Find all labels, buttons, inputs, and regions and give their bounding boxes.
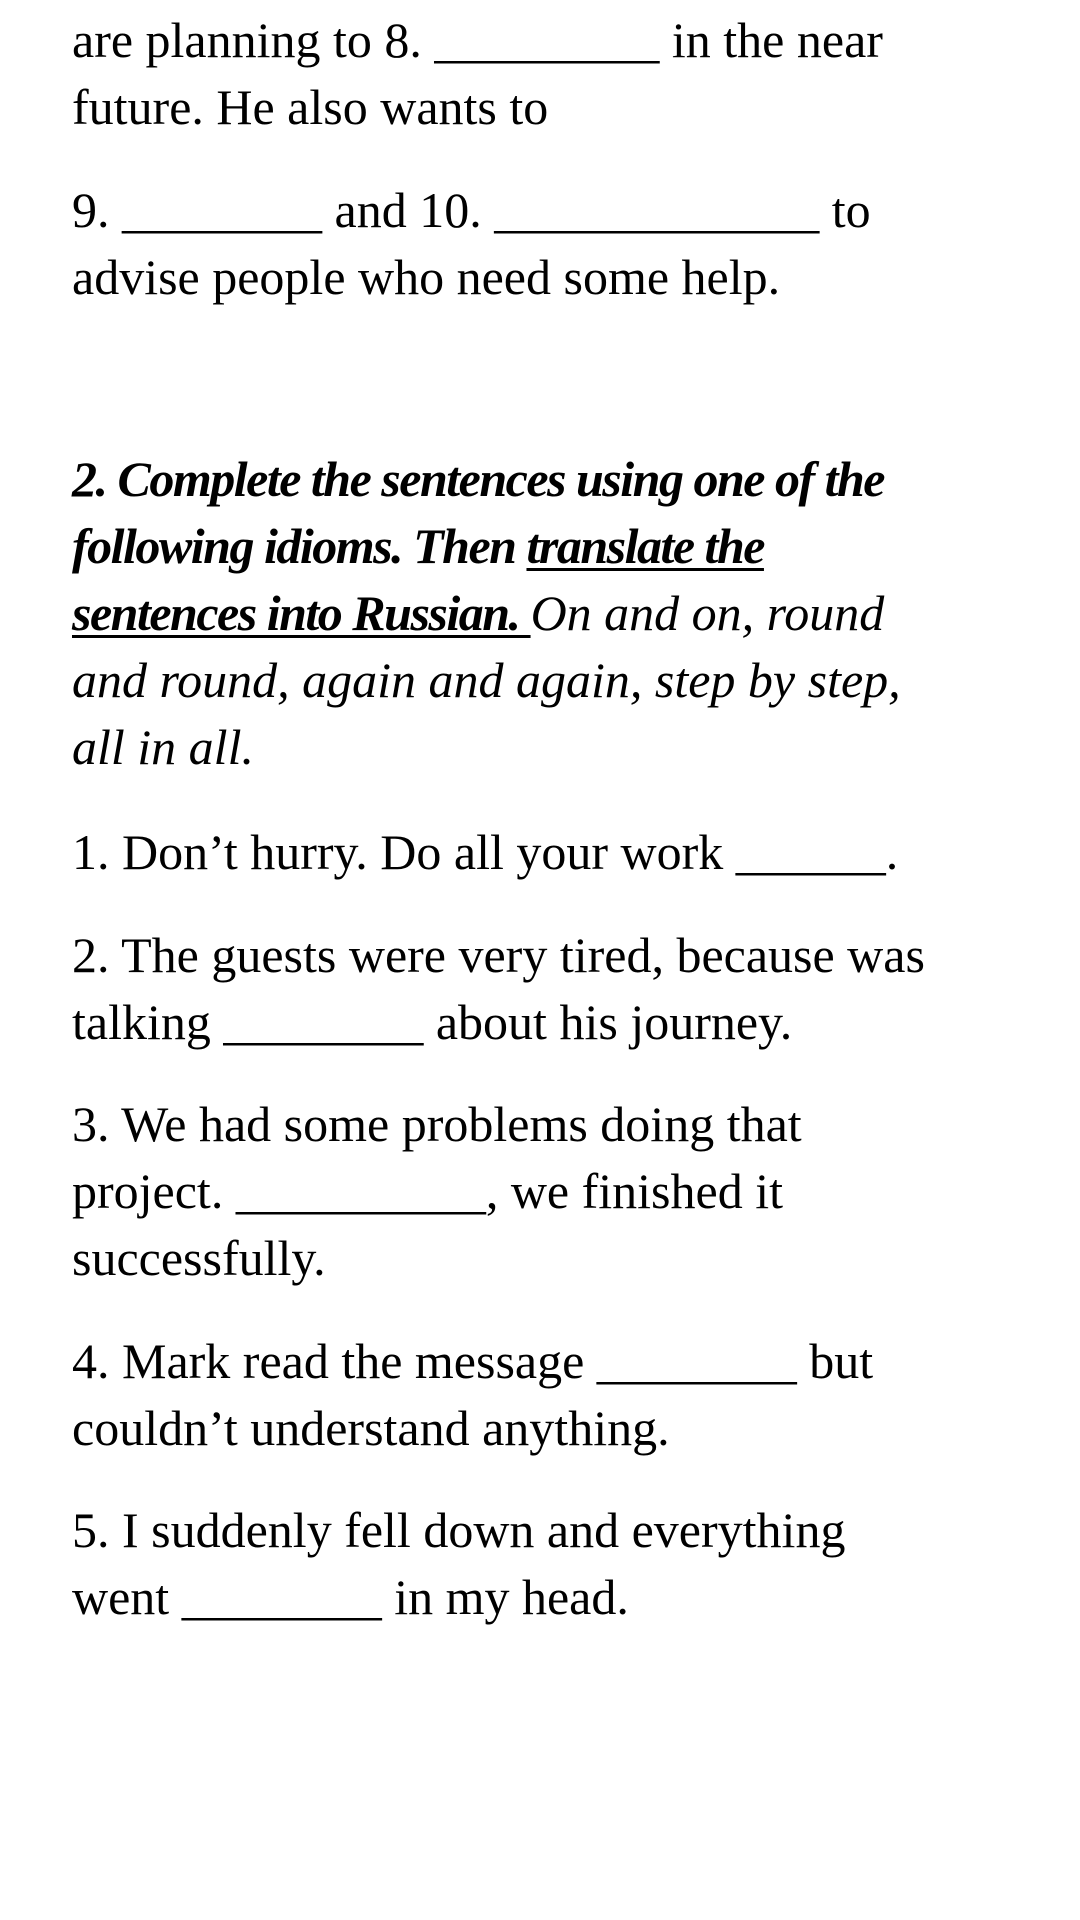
text-line: 9. ________ and 10. _____________ to <box>72 182 871 238</box>
text-line: went ________ in my head. <box>72 1569 629 1625</box>
sentence-1 <box>72 819 1012 886</box>
task2-heading-line3 <box>72 580 1012 647</box>
sentence-2 <box>72 922 1012 1056</box>
text-line: are planning to 8. _________ in the near <box>72 12 883 68</box>
sentence-3 <box>72 1091 1012 1292</box>
text-line: 4. Mark read the message ________ but <box>72 1333 874 1389</box>
idioms-list-line2: and round, again and again, step by step, <box>72 652 901 708</box>
text-line: successfully. <box>72 1230 326 1286</box>
heading-underlined-text: translate the <box>526 518 764 574</box>
heading-text: following idioms. Then <box>72 518 527 574</box>
paragraph-gaps-9-10 <box>72 177 1012 311</box>
text-line: project. __________, we finished it <box>72 1163 783 1219</box>
sentence-5 <box>72 1497 1012 1631</box>
text-line: future. He also wants to <box>72 79 549 135</box>
text-line: 2. The guests were very tired, because was <box>72 927 925 983</box>
paragraph-exercise1-continued <box>72 7 1012 141</box>
heading-underlined-text: sentences into Russian. <box>72 585 531 641</box>
sentence-4 <box>72 1328 1012 1462</box>
idioms-list-text: On and on, round <box>530 585 885 641</box>
text-line: 1. Don’t hurry. Do all your work ______. <box>72 824 899 880</box>
task2-heading-line2 <box>72 513 1012 580</box>
task2-heading-line1: 2. Complete the sentences using one of the <box>72 451 884 507</box>
text-line: couldn’t understand anything. <box>72 1400 670 1456</box>
idioms-list-line3: all in all. <box>72 719 254 775</box>
text-line: talking ________ about his journey. <box>72 994 793 1050</box>
task2-instructions <box>72 446 1012 781</box>
text-line: advise people who need some help. <box>72 249 781 305</box>
text-line: 5. I suddenly fell down and everything <box>72 1502 846 1558</box>
text-line: 3. We had some problems doing that <box>72 1096 802 1152</box>
